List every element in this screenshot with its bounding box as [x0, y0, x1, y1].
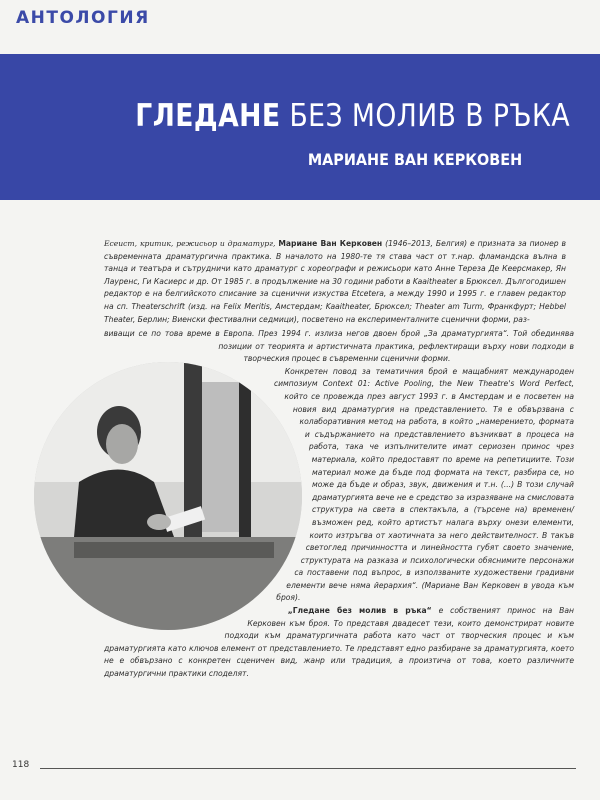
title-rest: БЕЗ МОЛИВ В РЪКА — [289, 98, 570, 134]
intro-paragraph — [104, 238, 566, 326]
body-paragraph-3-text: е собственият принос на Ван Керковен към броя. То представя двадесет тези, които демонстрират новите подходи към драматургичната работа като част от творческия процес и към драматургията като ключов елемент от представлението. Те представят едно разбиране за драматургията, което не е обвързано с конкретен сценичен вид, жанр или традиция, а произтича от това, което различните драматургични практики споделят. — [104, 606, 574, 679]
title-bold: ГЛЕДАНЕ — [135, 98, 281, 134]
page-number: 118 — [12, 760, 30, 770]
intro-lead: Есеист, критик, режисьор и драматург, — [104, 239, 279, 248]
article-title-reference: „Гледане без молив в ръка“ — [287, 606, 432, 616]
intro-author-name: Мариане Ван Керковен — [278, 239, 383, 248]
body-paragraph-1: виващи се по това време в Европа. През 1994 г. излиза негов двоен брой „За драматургията“. Той обединява позиции от теорията и артистичната практика, рефлектиращи върху нови подходи в творческия процес в съвременни сценични форми. — [104, 329, 574, 364]
body-paragraph-2: Конкретен повод за тематичния брой е мащабният международен симпозиум Context 01: Active Pooling, the New Theatre's Word Perfect, който се провежда през август 1993 г. в Амстердам и е посветен на новия вид драматургия на представлението. Тя е обвързвана с колаборативния метод на работа, в който „намерението, формата и съдържанието на представлението възникват в процеса на работа, така че изпълнителите имат сериозен принос чрез материала, който предоставят по време на репетициите. Този материал може да бъде под формата на текст, разбира се, но може да бъде и образ, звук, движения и т.н. (...) В този случай драматургията вече не е средство за изразяване на смисловата структура на света в спектакъла, а (търсене на) временен/възможен ред, който артистът налага върху онези елементи, които изтръгва от хаотичната за него действителност. В такъв светоглед причинността и линейността губят своето значение, структурата на разказа и психологически обяснимите персонажи са поставени под въпрос, в използваните художествени градивни елементи вече няма йерархия“. (Мариане Ван Керковен в увода към броя). — [273, 366, 574, 603]
article-body — [104, 328, 574, 708]
footer-rule — [40, 768, 576, 769]
article-author: МАРИАНЕ ВАН КЕРКОВЕН — [307, 150, 522, 169]
intro-text: (1946–2013, Белгия) е призната за пионер в съвременната драматургична практика. В началото на 1980-те тя става част от т.нар. фламандска вълна в танца и театъра и сътрудничи като драматург с хореографи и режисьори като Анне Тереза Де Кеерсмакер, Ян Лауренс, Ги Касиерс и др. От 1985 г. в продължение на 30 години работи в Kaaitheater в Брюксел. Дългогодишен редактор е на белгийското списание за сценични изкуства Etcetera, а между 1990 и 1995 г. е главен редактор на сп. Theaterschrift (изд. на Felix Meritis, Амстердам; Kaaitheater, Брюксел; Theater am Turm, Франкфурт; Hebbel Theater, Берлин; Виенски фестивални седмици), посветено на експерименталните сценични форми, раз- — [104, 239, 566, 324]
section-label: АНТОЛОГИЯ — [16, 8, 150, 28]
article-title — [80, 98, 570, 134]
